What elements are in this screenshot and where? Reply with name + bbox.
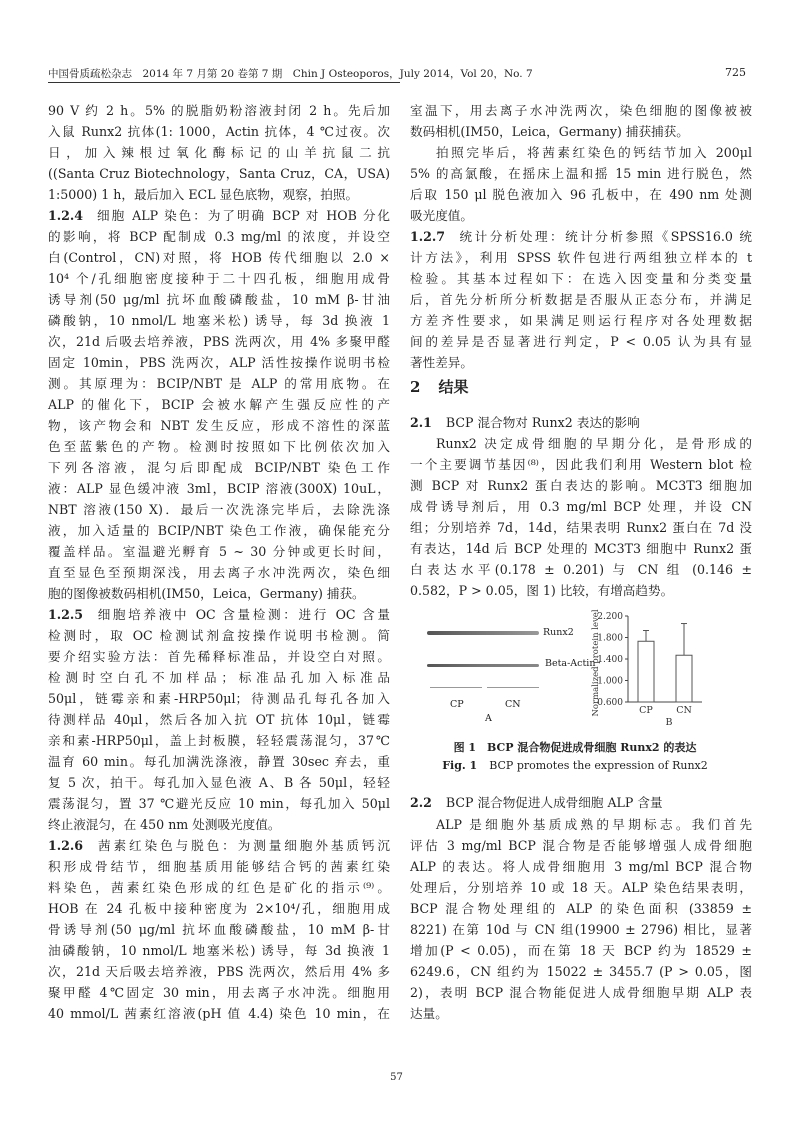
text-line: 处理后，分别培养 10 或 18 天。ALP 染色结果表明，: [410, 880, 752, 895]
text-line: 增加(P < 0.05)，而在第 18 天 BCP 约为 18529 ±: [410, 943, 752, 958]
line-text: 茜素红染色与脱色：为测量细胞外基质钙沉: [95, 838, 390, 853]
text-line: 0.582，P > 0.05，图 1) 比较，有增高趋势。: [410, 583, 674, 598]
caption-en-label: Fig. 1: [442, 759, 478, 772]
text-line: 达量。: [410, 1006, 448, 1021]
text-line: Runx2 决定成骨细胞的早期分化，是骨形成的: [436, 436, 752, 451]
text-line: 测 BCP 对 Runx2 蛋白表达的影响。MC3T3 细胞加: [410, 478, 752, 493]
text-line: ALP 的表达。将人成骨细胞用 3 mg/ml BCP 混合物: [410, 859, 752, 874]
text-line: 50μl，链霉亲和素-HRP50μl；待测品孔每孔各加入: [48, 691, 390, 706]
subsection-number: 2.1: [410, 415, 432, 430]
text-line: NBT 溶液(150 X)．最后一次洗涤完毕后，去除洗涤: [48, 502, 390, 517]
text-line: 物，该产物会和 NBT 发生反应，形成不溶性的深蓝: [48, 418, 390, 433]
x-tick-label: CN: [676, 705, 692, 716]
text-line: 方差齐性要求，如果满足则运行程序对各处理数据: [410, 313, 752, 328]
text-line: 1:5000) 1 h，最后加入 ECL 显色底物，观察，拍照。: [48, 187, 359, 202]
page-number-header: 725: [725, 66, 746, 79]
text-line: 5% 的高氯酸，在摇床上温和摇 15 min 进行脱色，然: [410, 166, 752, 181]
text-line: 数码相机(IM50，Leica，Germany) 捕获捕获。: [410, 124, 689, 139]
text-line: 检验。其基本过程如下：在选入因变量和分类变量: [410, 271, 752, 286]
text-line: 次，21d 后吸去培养液，PBS 洗两次，用 4% 多聚甲醛: [48, 334, 390, 349]
text-line: BCP 混合物处理组的 ALP 的染色面积 (33859 ±: [410, 901, 752, 916]
blot-label-actin: Beta-Actin: [545, 658, 596, 669]
text-line: 液，加入适量的 BCIP/NBT 染色工作液，确保能充分: [48, 523, 390, 538]
text-line: 测。其原理为：BCIP/NBT 是 ALP 的常用底物。在: [48, 376, 390, 391]
text-line: 固定 10min，PBS 洗两次，ALP 活性按操作说明书检: [48, 355, 390, 370]
page-number-footer: 57: [390, 1072, 403, 1083]
blot-label-runx2: Runx2: [543, 627, 574, 638]
running-header: 中国骨质疏松杂志 2014 年 7 月第 20 卷第 7 期 Chin J Osteoporos，July 2014，Vol 20，No. 7: [48, 66, 400, 83]
caption-cn: 图 1 BCP 混合物促进成骨细胞 Runx2 的表达: [453, 741, 697, 754]
text-line: 后，首先分析所分析数据是否服从正态分布，并满足: [410, 292, 752, 307]
text-line: 间的差异是否显著进行判定，P < 0.05 认为具有显: [410, 334, 752, 349]
text-line: 胞的图像被数码相机(IM50，Leica，Germany) 捕获。: [48, 586, 365, 601]
text-line: [48, 605, 390, 625]
text-line: 聚甲醛 4℃固定 30 min，用去离子水冲洗。细胞用: [48, 985, 390, 1000]
text-line: ALP 的催化下，BCIP 会被水解产生强反应性的产: [48, 397, 390, 412]
text-line: 评估 3 mg/ml BCP 混合物是否能够增强人成骨细胞: [410, 838, 752, 853]
text-line: 后取 150 μl 脱色液加入 96 孔板中，在 490 nm 处测: [410, 187, 752, 202]
y-tick-label: 0.600: [597, 698, 623, 708]
text-line: 积形成骨结节，细胞基质用能够结合钙的茜素红染: [48, 859, 390, 874]
text-line: 6249.6，CN 组约为 15022 ± 3455.7 (P > 0.05，图: [410, 964, 752, 979]
y-tick-label: 1.400: [597, 655, 623, 665]
text-line: 有表达，14d 后 BCP 处理的 MC3T3 细胞中 Runx2 蛋: [410, 541, 752, 556]
text-line: 检测时空白孔不加样品；标准品孔加入标准品: [48, 670, 390, 685]
line-text: 细胞培养液中 OC 含量检测：进行 OC 含量: [95, 607, 390, 622]
text-line: 诱导剂(50 μg/ml 抗坏血酸磷酸盐，10 mM β-甘油: [48, 292, 390, 307]
subsection-heading: [410, 413, 752, 433]
text-line: 震荡混匀，置 37 ℃避光反应 10 min，每孔加入 50μl: [48, 796, 390, 811]
lane-label-cn: CN: [505, 699, 521, 710]
text-line: 油磷酸钠，10 nmol/L 地塞米松) 诱导，每 3d 换液 1: [48, 943, 390, 958]
text-line: [48, 836, 390, 856]
text-line: 终止液混匀，在 450 nm 处测吸光度值。: [48, 817, 281, 832]
text-line: 待测样品 40μl，然后各加入抗 OT 抗体 10μl，链霉: [48, 712, 390, 727]
text-line: 一个主要调节基因⁽⁸⁾，因此我们利用 Western blot 检: [410, 457, 752, 472]
section-heading: [410, 376, 468, 397]
text-line: 亲和素-HRP50μl，盖上封板膜，轻轻震荡混匀，37℃: [48, 733, 390, 748]
text-line: 吸光度值。: [410, 208, 473, 223]
text-line: 室温下，用去离子水冲洗两次，染色细胞的图像被被: [410, 103, 752, 118]
text-line: 拍照完毕后，将茜素红染色的钙结节加入 200μl: [436, 145, 752, 160]
text-line: 骨诱导剂(50 μg/ml 抗坏血酸磷酸盐，10 mM β-甘: [48, 922, 390, 937]
text-line: 组；分别培养 7d，14d，结果表明 Runx2 蛋白在 7d 没: [410, 520, 752, 535]
subsection-heading: [410, 793, 752, 813]
subsection-title: BCP 混合物对 Runx2 表达的影响: [445, 415, 640, 430]
text-line: 40 mmol/L 茜素红溶液(pH 值 4.4) 染色 10 min，在: [48, 1006, 390, 1021]
section-title: 结果: [438, 378, 469, 396]
text-line: 10⁴ 个/孔细胞密度接种于二十四孔板，细胞用成骨: [48, 271, 390, 286]
lane-label-cp: CP: [450, 699, 464, 710]
subsection-number: 1.2.6: [48, 838, 84, 853]
caption-en: [405, 759, 745, 772]
text-line: 著性差异。: [410, 355, 473, 370]
subsection-number: 1.2.5: [48, 607, 84, 622]
section-number: 2: [410, 378, 421, 396]
text-line: 要介绍实验方法：首先稀释标准品，并设空白对照。: [48, 649, 390, 664]
bar-cp: [638, 641, 654, 702]
text-line: 入鼠 Runx2 抗体(1: 1000，Actin 抗体，4 ℃过夜。次: [48, 124, 390, 139]
text-line: 液：ALP 显色缓冲液 3ml，BCIP 溶液(300X) 10uL，: [48, 481, 390, 496]
text-line: 温育 60 min。每孔加满洗涤液，静置 30sec 弃去，重: [48, 754, 390, 769]
subsection-number: 2.2: [410, 795, 432, 810]
text-line: 磷酸钠，10 nmol/L 地塞米松) 诱导，每 3d 换液 1: [48, 313, 390, 328]
text-line: 次，21d 天后吸去培养液，PBS 洗两次，然后用 4% 多: [48, 964, 390, 979]
caption-en-text: BCP promotes the expression of Runx2: [489, 759, 708, 772]
text-line: [48, 206, 390, 226]
text-line: 直至显色至预期深浅，用去离子水冲洗两次，染色细: [48, 565, 390, 580]
text-line: ((Santa Cruz Biotechnology，Santa Cruz，CA，USA): [48, 166, 390, 181]
y-tick-label: 2.200: [597, 612, 623, 622]
y-tick-label: 1.000: [597, 676, 623, 687]
text-line: 2)，表明 BCP 混合物能促进人成骨细胞早期 ALP 表: [410, 985, 752, 1000]
subsection-title: BCP 混合物促进人成骨细胞 ALP 含量: [445, 795, 663, 810]
text-line: 日，加入辣根过氧化酶标记的山羊抗鼠二抗: [48, 145, 390, 160]
text-line: 成骨诱导剂后，用 0.3 mg/ml BCP 处理，并设 CN: [410, 499, 752, 514]
text-line: 检测时，取 OC 检测试剂盒按操作说明书检测。简: [48, 628, 390, 643]
text-line: HOB 在 24 孔板中接种密度为 2×10⁴/孔，细胞用成: [48, 901, 390, 916]
subsection-number: 1.2.4: [48, 208, 84, 223]
line-text: 细胞 ALP 染色：为了明确 BCP 对 HOB 分化: [95, 208, 390, 223]
text-line: 下列各溶液，混匀后即配成 BCIP/NBT 染色工作: [48, 460, 390, 475]
bar-chart: [405, 600, 745, 730]
text-line: 白表达水平(0.178 ± 0.201) 与 CN 组 (0.146 ±: [410, 562, 752, 577]
panel-label-b: B: [665, 717, 673, 728]
text-line: 8221) 在第 10d 与 CN 组(19900 ± 2796) 相比，显著: [410, 922, 752, 937]
text-line: 料染色，茜素红染色形成的红色是矿化的指示⁽⁹⁾。: [48, 880, 390, 895]
text-line: 色至蓝紫色的产物。检测时按照如下比例依次加入: [48, 439, 390, 454]
panel-label-a: A: [485, 713, 492, 724]
text-line: 90 V 约 2 h。5% 的脱脂奶粉溶液封闭 2 h。先后加: [48, 103, 390, 118]
text-line: 复 5 次，拍干。每孔加入显色液 A、B 各 50μl，轻轻: [48, 775, 390, 790]
figure-1: [405, 600, 745, 790]
bar-cn: [676, 655, 692, 702]
text-line: ALP 是细胞外基质成熟的早期标志。我们首先: [436, 817, 752, 832]
text-line: 白(Control，CN)对照，将 HOB 传代细胞以 2.0 ×: [48, 250, 390, 265]
y-tick-label: 1.800: [597, 633, 623, 644]
y-axis-label: Normalized protein level: [591, 609, 601, 717]
text-line: 覆盖样品。室温避光孵育 5 ~ 30 分钟或更长时间，: [48, 544, 390, 559]
text-line: 计方法》，利用 SPSS 软件包进行两组独立样本的 t: [410, 250, 752, 265]
text-line: [410, 227, 752, 247]
subsection-number: 1.2.7: [410, 229, 446, 244]
text-line: 的影响，将 BCP 配制成 0.3 mg/ml 的浓度，并设空: [48, 229, 390, 244]
line-text: 统计分析处理：统计分析参照《SPSS16.0 统: [457, 229, 752, 244]
x-tick-label: CP: [639, 705, 653, 716]
